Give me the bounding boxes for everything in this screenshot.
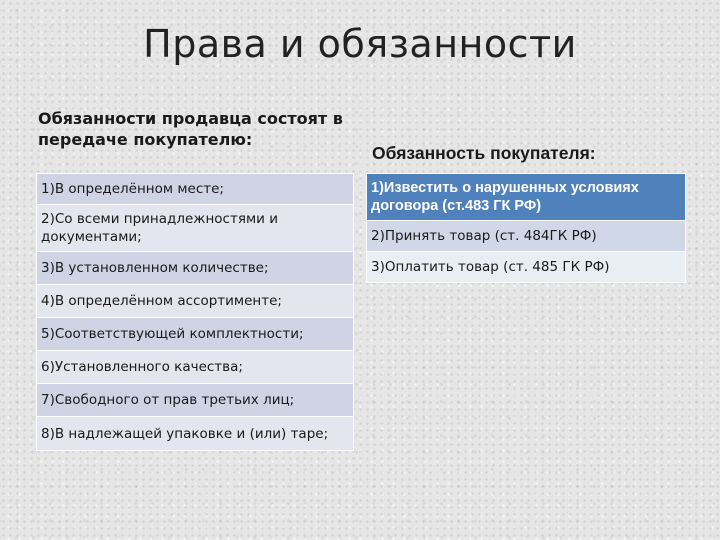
buyer-item-1: 1)Известить о нарушенных условиях договора (ст.483 ГК РФ) [367, 174, 686, 221]
table-row [367, 252, 686, 283]
buyer-item-2: 2)Принять товар (ст. 484ГК РФ) [367, 221, 686, 252]
seller-item-7: 7)Свободного от прав третьих лиц; [37, 384, 354, 417]
page-title: Права и обязанности [143, 22, 577, 66]
seller-item-3: 3)В установленном количестве; [37, 252, 354, 285]
seller-item-1: 1)В определённом месте; [37, 174, 354, 205]
table-row [37, 285, 354, 318]
table-row [37, 318, 354, 351]
seller-obligations-heading: Обязанности продавца состоят в передаче покупателю: [38, 109, 343, 149]
buyer-obligations-heading: Обязанность покупателя: [372, 143, 596, 163]
buyer-obligations-table [366, 173, 686, 283]
table-row [367, 221, 686, 252]
table-row [37, 205, 354, 252]
seller-item-4: 4)В определённом ассортименте; [37, 285, 354, 318]
table-row [37, 174, 354, 205]
table-row [37, 384, 354, 417]
seller-item-5: 5)Соответствующей комплектности; [37, 318, 354, 351]
table-row [367, 174, 686, 221]
table-row [37, 252, 354, 285]
seller-obligations-table [36, 173, 354, 451]
buyer-item-3: 3)Оплатить товар (ст. 485 ГК РФ) [367, 252, 686, 283]
table-row [37, 351, 354, 384]
seller-item-6: 6)Установленного качества; [37, 351, 354, 384]
seller-item-2: 2)Со всеми принадлежностями и документами; [37, 205, 354, 252]
seller-item-8: 8)В надлежащей упаковке и (или) таре; [37, 417, 354, 451]
table-row [37, 417, 354, 451]
